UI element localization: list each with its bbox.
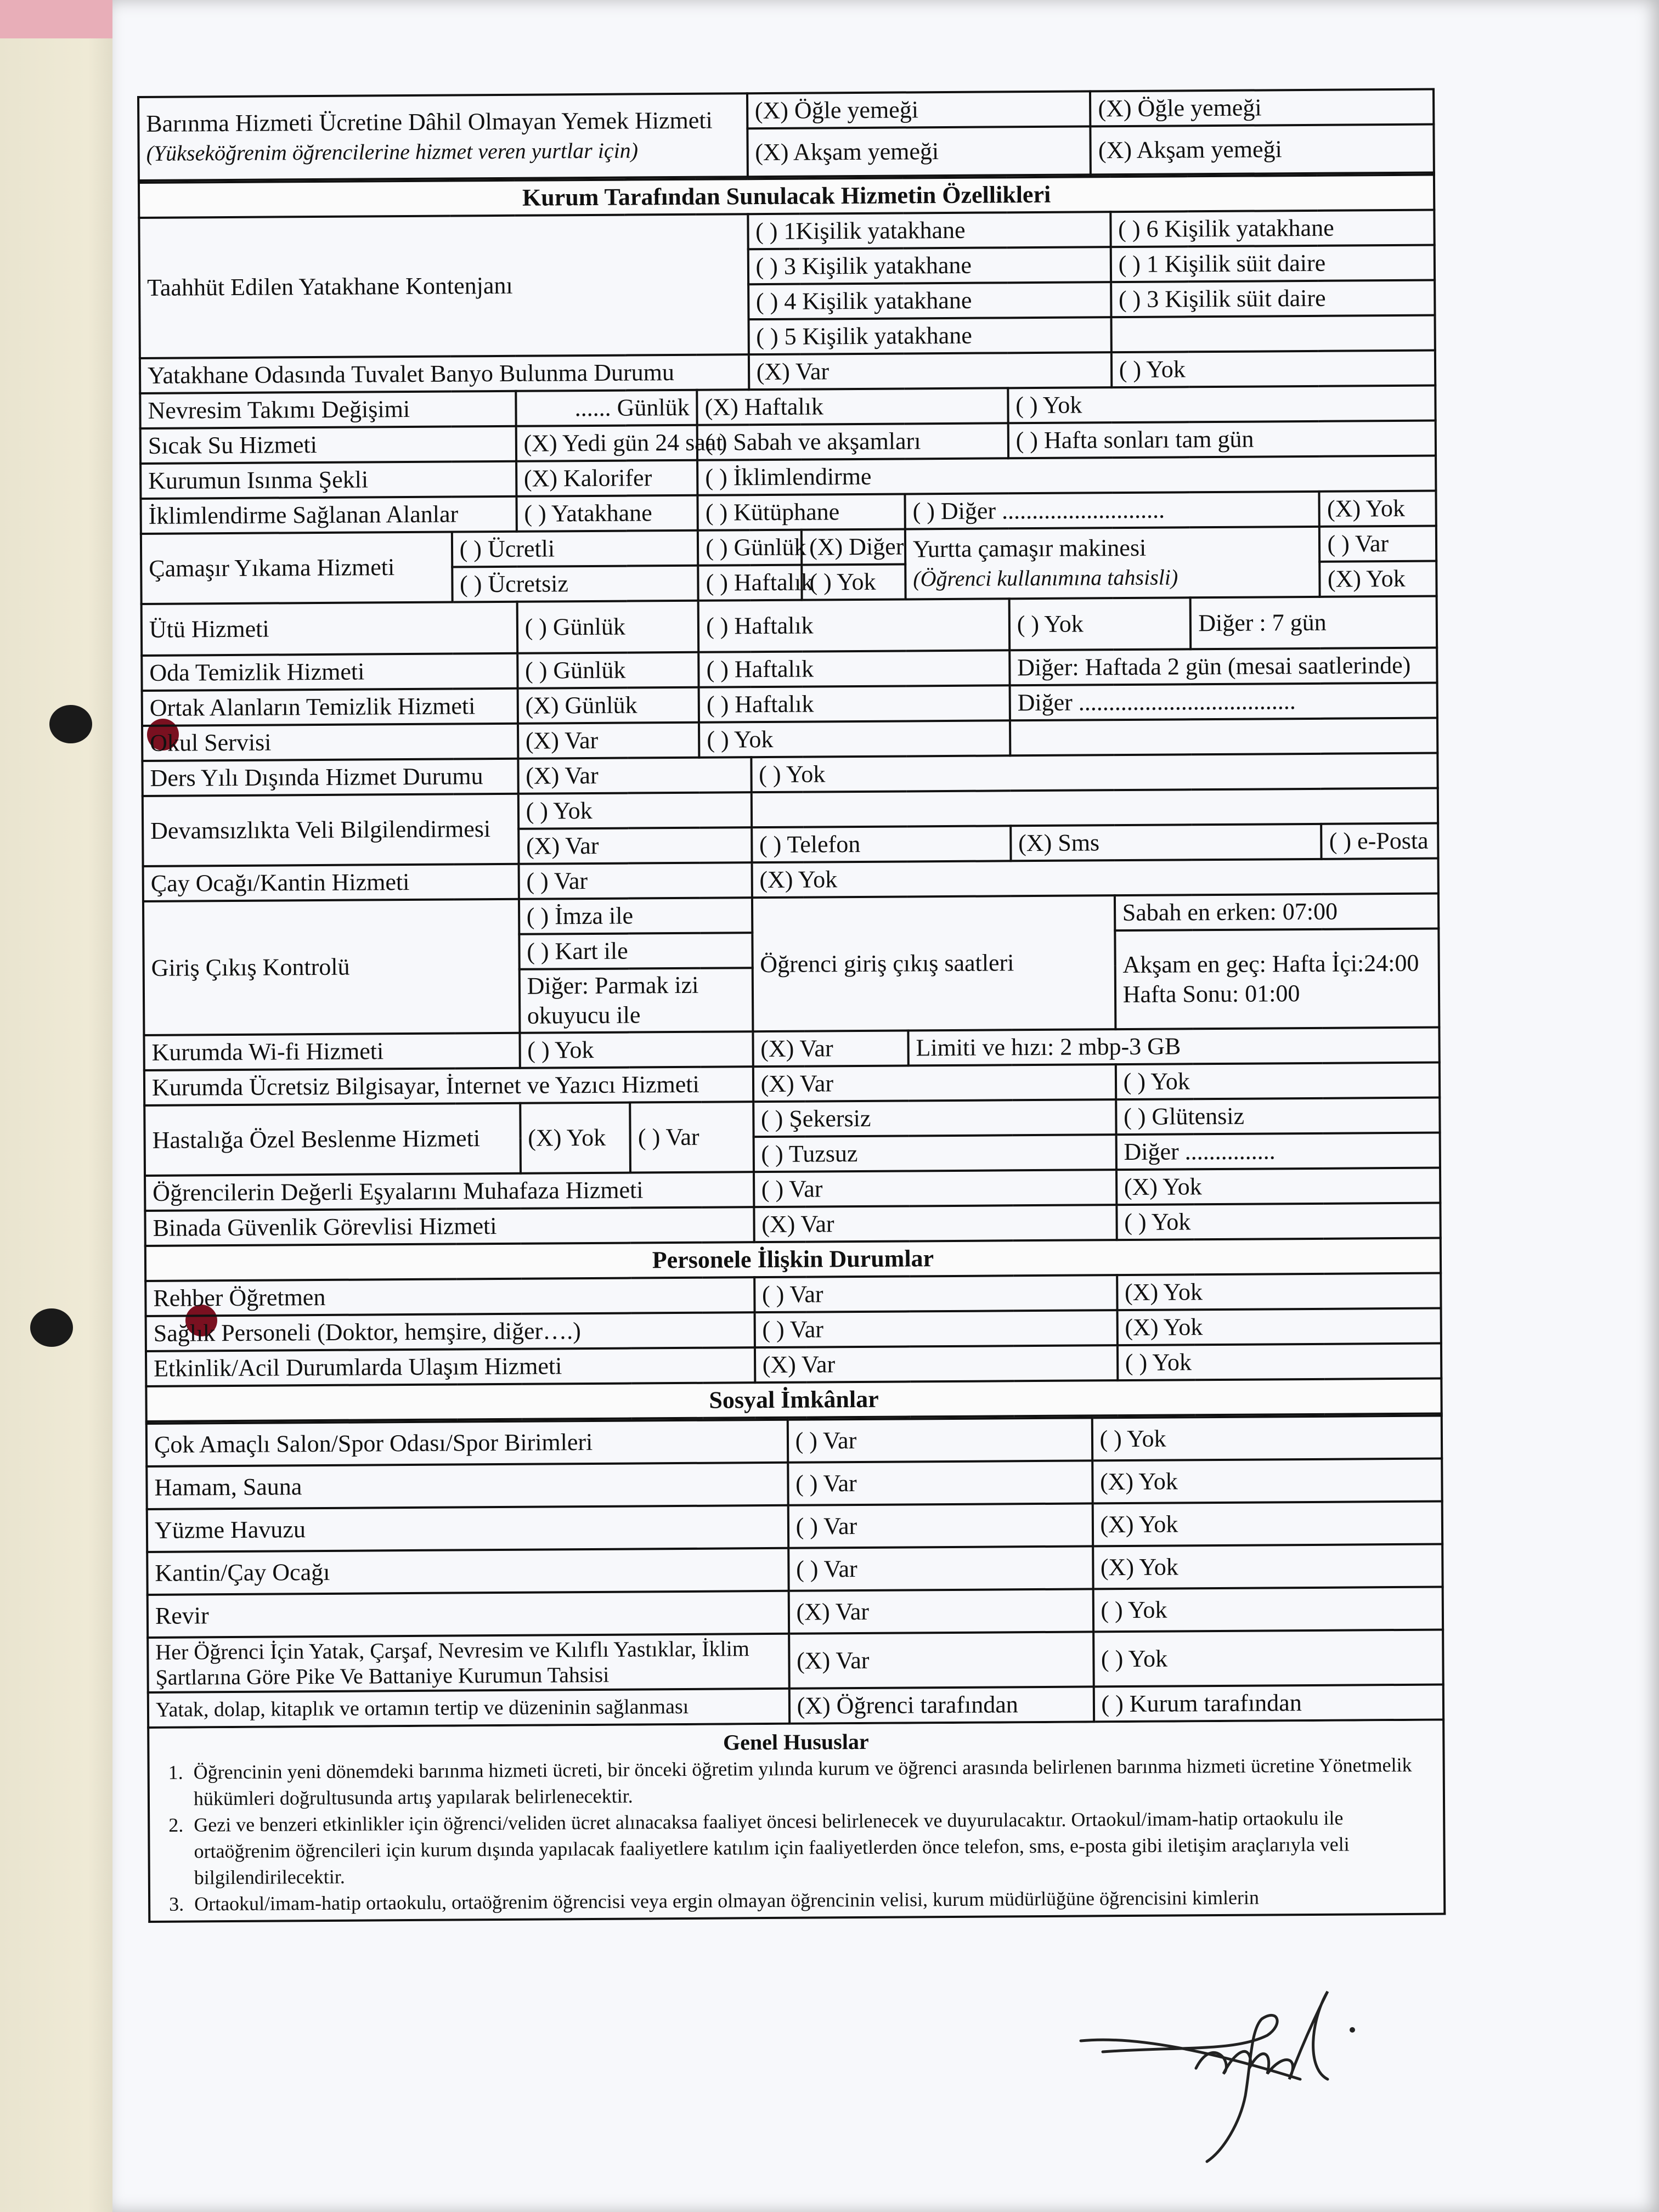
room-cleaning-label: Oda Temizlik Hizmeti: [142, 653, 517, 691]
entry-hours-morning: Sabah en erken: 07:00: [1115, 894, 1439, 931]
meal-label: Barınma Hizmeti Ücretine Dâhil Olmayan Yemek Hizmeti: [146, 106, 713, 137]
security-label: Binada Güvenlik Görevlisi Hizmeti: [145, 1207, 754, 1246]
heating-option: (X) Kalorifer: [516, 460, 698, 496]
dorm-option: ( ) 1Kişilik yatakhane: [748, 212, 1110, 249]
social-var: ( ) Var: [788, 1460, 1092, 1505]
canteen-option: (X) Yok: [752, 859, 1438, 898]
bedding-daily: ...... Günlük: [516, 390, 697, 426]
hotwater-option: (X) Yedi gün 24 saat: [516, 425, 697, 461]
general-terms: [147, 1720, 1446, 1922]
entry-control-option: Diğer: Parmak izi okuyucu ile: [519, 968, 753, 1033]
dinner-option: (X) Akşam yemeği: [1091, 125, 1434, 175]
social-yok: ( ) Yok: [1093, 1630, 1443, 1687]
laundry-daily: ( ) Günlük: [698, 530, 802, 566]
bathroom-var: (X) Var: [749, 352, 1111, 390]
common-cleaning-option: Diğer ....................................: [1009, 683, 1437, 721]
washing-machine-yok: (X) Yok: [1320, 561, 1437, 597]
health-staff-var: ( ) Var: [754, 1310, 1117, 1347]
diet-option: Diğer ...............: [1116, 1133, 1440, 1170]
counselor-label: Rehber Öğretmen: [145, 1277, 754, 1316]
valuables-label: Öğrencilerin Değerli Eşyalarını Muhafaza Hizmeti: [145, 1172, 754, 1211]
entry-control-label: Giriş Çıkış Kontrolü: [143, 899, 520, 1035]
general-term-item: 3. Ortaokul/imam-hatip ortaokulu, ortaöğrenim öğrencisi veya ergin olmayan öğrencinin velisi, kurum müdürlüğüne öğrencisini kimlerin: [189, 1883, 1432, 1917]
valuables-var: ( ) Var: [754, 1170, 1116, 1207]
laundry-paid: ( ) Ücretli: [452, 531, 698, 567]
social-yok: (X) Yok: [1092, 1502, 1442, 1547]
meal-label-cell: [138, 93, 748, 180]
diet-label: Hastalığa Özel Beslenme Hizmeti: [144, 1103, 520, 1176]
ironing-option: ( ) Haftalık: [698, 599, 1009, 652]
hotwater-option: ( ) Hafta sonları tam gün: [1008, 421, 1436, 459]
parent-notify-email: ( ) e-Posta: [1322, 823, 1438, 859]
wifi-var: (X) Var: [753, 1030, 909, 1066]
bedding-weekly: (X) Haftalık: [697, 388, 1008, 425]
social-label: Her Öğrenci İçin Yatak, Çarşaf, Nevresim ve Kılıflı Yastıklar, İklim Şartlarına Göre Pike Ve Battaniye Kurumun Tahsisi: [148, 1634, 789, 1692]
counselor-yok: (X) Yok: [1117, 1273, 1441, 1311]
room-cleaning-option: ( ) Haftalık: [698, 650, 1009, 687]
bedding-label: Nevresim Takımı Değişimi: [140, 391, 516, 428]
social-var: ( ) Var: [787, 1418, 1092, 1462]
section-title: Sosyal İmkânlar: [146, 1379, 1441, 1421]
diet-option: ( ) Glütensiz: [1116, 1098, 1440, 1135]
transport-label: Etkinlik/Acil Durumlarda Ulaşım Hizmeti: [146, 1347, 755, 1386]
social-var: (X) Öğrenci tarafından: [789, 1686, 1093, 1723]
entry-hours-label: Öğrenci giriş çıkış saatleri: [752, 895, 1116, 1031]
meal-table: [137, 88, 1435, 182]
laundry-weekly: ( ) Haftalık: [698, 565, 802, 601]
security-yok: ( ) Yok: [1116, 1203, 1441, 1240]
general-terms-title: Genel Hususlar: [723, 1729, 869, 1755]
offseason-option: ( ) Yok: [751, 753, 1438, 793]
social-var: ( ) Var: [788, 1503, 1092, 1548]
washing-machine-note: (Öğrenci kullanımına tahsisli): [913, 565, 1178, 591]
school-bus-label: Okul Servisi: [142, 724, 518, 761]
lunch-option: (X) Öğle yemeği: [747, 91, 1091, 128]
entry-control-option: ( ) Kart ile: [519, 933, 752, 969]
suite-option: ( ) 3 Kişilik süit daire: [1111, 280, 1435, 318]
social-var: (X) Var: [789, 1632, 1093, 1688]
health-staff-label: Sağlık Personeli (Doktor, hemşire, diğer….): [146, 1312, 755, 1351]
laundry-free: ( ) Ücretsiz: [452, 566, 698, 602]
common-cleaning-option: (X) Günlük: [517, 687, 699, 724]
pink-backing: [0, 0, 126, 38]
school-bus-option: (X) Var: [518, 723, 699, 759]
climate-label: İklimlendirme Sağlanan Alanlar: [140, 496, 516, 534]
dorm-option: ( ) 5 Kişilik yatakhane: [748, 317, 1111, 354]
laundry-other: (X) Diğer: [802, 529, 905, 565]
social-label: Kantin/Çay Ocağı: [147, 1548, 788, 1595]
washing-machine-cell: [905, 527, 1320, 600]
wifi-yok: ( ) Yok: [520, 1031, 753, 1068]
computer-yok: ( ) Yok: [1116, 1063, 1440, 1100]
binder-backing: [0, 0, 129, 2212]
hotwater-option: ( ) Sabah ve akşamları: [697, 423, 1008, 460]
common-cleaning-option: ( ) Haftalık: [699, 685, 1010, 722]
social-yok: (X) Yok: [1092, 1459, 1442, 1504]
social-label: Hamam, Sauna: [146, 1463, 788, 1509]
dorm-option: ( ) 6 Kişilik yatakhane: [1110, 210, 1435, 247]
entry-hours-evening: Akşam en geç: Hafta İçi:24:00: [1122, 949, 1419, 979]
security-var: (X) Var: [754, 1205, 1116, 1242]
room-cleaning-option: ( ) Günlük: [517, 652, 699, 689]
bedding-none: ( ) Yok: [1008, 386, 1436, 424]
dinner-option: (X) Akşam yemeği: [747, 126, 1091, 177]
social-var: (X) Var: [788, 1589, 1093, 1633]
social-var: ( ) Var: [788, 1546, 1093, 1590]
health-staff-yok: (X) Yok: [1117, 1308, 1441, 1346]
canteen-option: ( ) Var: [518, 862, 752, 899]
room-cleaning-option: Diğer: Haftada 2 gün (mesai saatlerinde): [1009, 648, 1437, 686]
social-label: Yüzme Havuzu: [147, 1505, 788, 1552]
ironing-option: ( ) Günlük: [517, 601, 698, 653]
social-yok: (X) Yok: [1093, 1544, 1443, 1589]
valuables-yok: (X) Yok: [1116, 1168, 1441, 1205]
bathroom-yok: ( ) Yok: [1111, 351, 1436, 388]
general-term-item: 2. Gezi ve benzeri etkinlikler için öğrenci/veliden ücret alınacaksa faaliyet öncesi belirlenecek ve duyurulacaktır. Ortaokul/imam-hatip ortaokulu ile ortaöğrenim öğrencileri için kurum dışında yapılacak faaliyetlere katılım için faaliyetlerden önce telefon, sms, e-posta gibi iletişim araçlarıyla veli bilgilendirilecektir.: [188, 1804, 1432, 1891]
section-title: Personele İlişkin Durumlar: [145, 1238, 1441, 1281]
lunch-option: (X) Öğle yemeği: [1090, 89, 1434, 127]
diet-var: ( ) Var: [630, 1102, 754, 1172]
social-label: Çok Amaçlı Salon/Spor Odası/Spor Birimleri: [146, 1420, 788, 1466]
punch-hole: [49, 705, 92, 743]
suite-option: ( ) 1 Kişilik süit daire: [1110, 245, 1435, 283]
computer-label: Kurumda Ücretsiz Bilgisayar, İnternet ve Yazıcı Hizmeti: [144, 1066, 753, 1105]
social-yok: ( ) Yok: [1092, 1416, 1442, 1461]
ironing-label: Ütü Hizmeti: [142, 602, 517, 656]
entry-control-option: ( ) İmza ile: [519, 898, 752, 934]
school-bus-option: ( ) Yok: [699, 720, 1010, 757]
diet-option: ( ) Tuzsuz: [753, 1135, 1116, 1172]
canteen-label: Çay Ocağı/Kantin Hizmeti: [143, 864, 519, 901]
form-document: [137, 88, 1446, 1923]
dorm-option: ( ) 4 Kişilik yatakhane: [748, 282, 1111, 319]
handwritten-signature: [1070, 1970, 1399, 2167]
washing-machine-label: Yurtta çamaşır makinesi: [912, 534, 1147, 563]
computer-var: (X) Var: [753, 1064, 1115, 1102]
diet-option: ( ) Şekersiz: [753, 1099, 1116, 1137]
ironing-option: Diğer : 7 gün: [1190, 596, 1437, 650]
entry-hours-weekend: Hafta Sonu: 01:00: [1122, 980, 1300, 1008]
offseason-option: (X) Var: [518, 757, 751, 794]
social-table: [145, 1415, 1444, 1729]
parent-notify-sms: (X) Sms: [1011, 824, 1322, 861]
diet-yok: (X) Yok: [520, 1103, 630, 1173]
social-yok: ( ) Kurum tarafından: [1093, 1685, 1443, 1722]
punch-hole: [30, 1308, 73, 1347]
services-table: [138, 174, 1443, 1423]
parent-notify-option: (X) Var: [518, 827, 752, 864]
washing-machine-var: ( ) Var: [1319, 526, 1436, 562]
transport-yok: ( ) Yok: [1118, 1344, 1442, 1381]
common-cleaning-label: Ortak Alanların Temizlik Hizmeti: [142, 689, 518, 726]
bathroom-label: Yatakhane Odasında Tuvalet Banyo Bulunma Durumu: [140, 354, 749, 393]
offseason-label: Ders Yılı Dışında Hizmet Durumu: [142, 759, 518, 796]
heating-option: ( ) İklimlendirme: [697, 456, 1436, 495]
parent-notify-label: Devamsızlıkta Veli Bilgilendirmesi: [143, 794, 518, 866]
entry-hours-evening-cell: [1115, 929, 1439, 1030]
dorm-capacity-label: Taahhüt Edilen Yatakhane Kontenjanı: [139, 214, 748, 358]
general-term-item: 1. Öğrencinin yeni dönemdeki barınma hizmeti ücreti, bir önceki öğretim yılında kurum ve öğrenci arasında belirlenen barınma hizmeti ücretine Yönetmelik hükümleri doğrultusunda artış yapılarak belirlenecektir.: [188, 1752, 1432, 1812]
social-yok: ( ) Yok: [1093, 1587, 1443, 1632]
laundry-label: Çamaşır Yıkama Hizmeti: [141, 532, 452, 604]
counselor-var: ( ) Var: [754, 1275, 1117, 1312]
ironing-option: ( ) Yok: [1009, 597, 1190, 650]
climate-option: (X) Yok: [1319, 491, 1436, 527]
climate-option: ( ) Diğer ...........................: [905, 492, 1319, 529]
heating-label: Kurumun Isınma Şekli: [140, 461, 516, 499]
parent-notify-option: ( ) Yok: [518, 792, 751, 829]
wifi-limit: Limiti ve hızı: 2 mbp-3 GB: [908, 1028, 1439, 1066]
parent-notify-phone: ( ) Telefon: [752, 826, 1011, 862]
climate-option: ( ) Yatakhane: [516, 495, 698, 532]
social-label: Revir: [148, 1591, 789, 1638]
hotwater-label: Sıcak Su Hizmeti: [140, 426, 516, 464]
meal-note: (Yükseköğrenim öğrencilerine hizmet veren yurtlar için): [146, 138, 639, 166]
dorm-option: ( ) 3 Kişilik yatakhane: [748, 247, 1110, 284]
wifi-label: Kurumda Wi-fi Hizmeti: [144, 1033, 520, 1070]
transport-var: (X) Var: [755, 1345, 1118, 1383]
laundry-none: ( ) Yok: [802, 564, 905, 600]
social-label: Yatak, dolap, kitaplık ve ortamın tertip ve düzeninin sağlanması: [148, 1689, 789, 1728]
section-title: Kurum Tarafından Sunulacak Hizmetin Özellikleri: [139, 175, 1434, 218]
climate-option: ( ) Kütüphane: [698, 494, 905, 530]
